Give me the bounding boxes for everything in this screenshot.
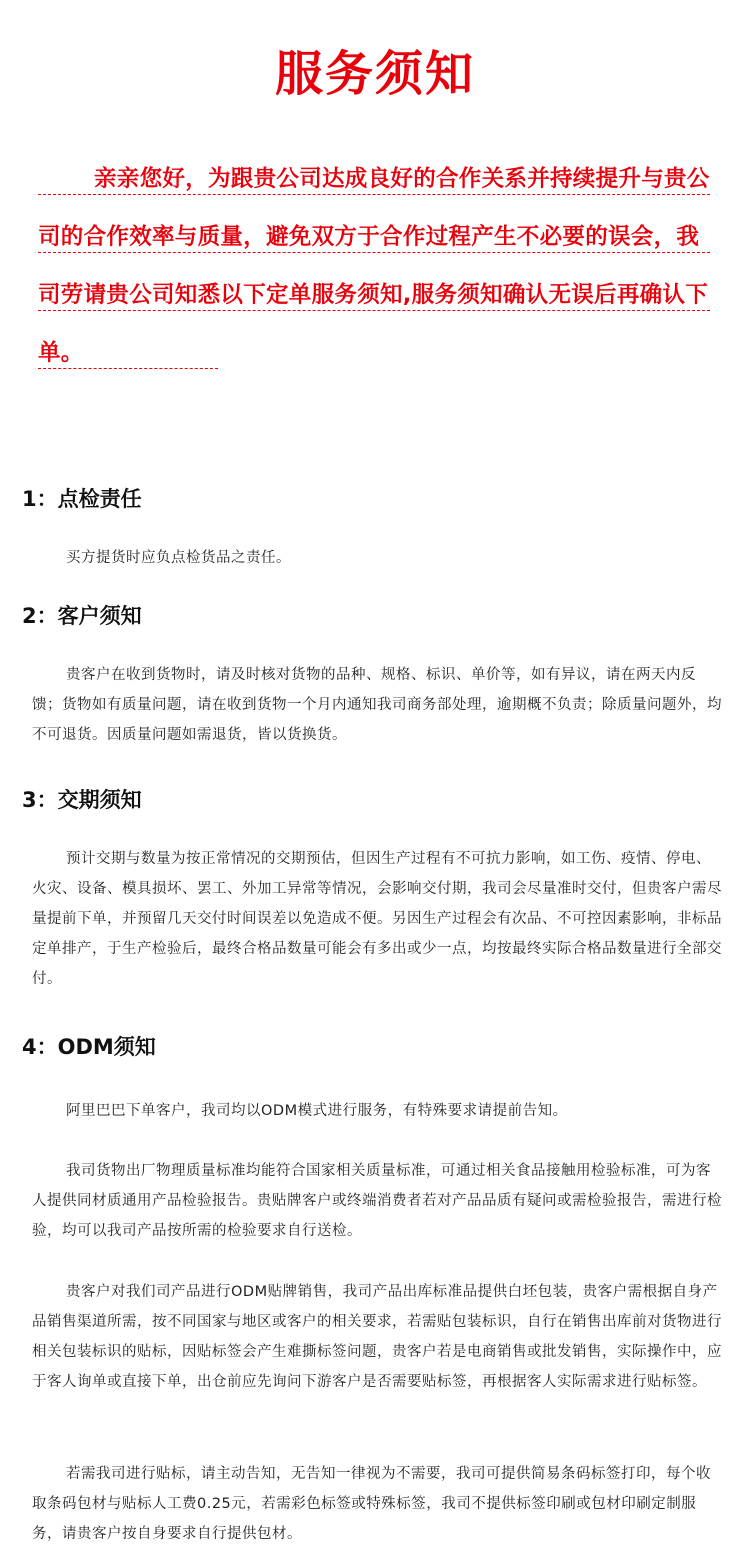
section-paragraph: 阿里巴巴下单客户，我司均以ODM模式进行服务，有特殊要求请提前告知。 <box>66 1103 568 1119</box>
section-heading-customer-notice: 2：客户须知 <box>22 604 142 628</box>
intro-underline-1 <box>38 194 710 195</box>
section-heading-delivery-notice: 3：交期须知 <box>22 788 142 812</box>
section-paragraph: 贵客户对我们司产品进行ODM贴牌销售，我司产品出库标准品提供白坯包装，贵客户需根据自身产品销售渠道所需，按不同国家与地区或客户的相关要求，若需贴包装标识，自行在销售出库前对货物进行相关包装标识的贴标，因贴标签会产生难撕标签问题，贵客户若是电商销售或批发销售，实际操作中，应于客人询单或直接下单，出仓前应先询问下游客户是否需要贴标签，再根据客人实际需求进行贴标签。 <box>32 1284 722 1390</box>
section-paragraph: 买方提货时应负点检货品之责任。 <box>66 550 291 566</box>
intro-underline-3 <box>38 310 710 311</box>
page-title: 服务须知 <box>274 46 475 102</box>
section-heading-inspection: 1：点检责任 <box>22 487 142 511</box>
section-paragraph: 预计交期与数量为按正常情况的交期预估，但因生产过程有不可抗力影响，如工伤、疫情、停电、火灾、设备、模具损坏、罢工、外加工异常等情况，会影响交付期，我司会尽量准时交付，但贵客户需尽量提前下单，并预留几天交付时间误差以免造成不便。另因生产过程会有次品、不可控因素影响，非标品定单排产，于生产检验后，最终合格品数量可能会有多出或少一点，均按最终实际合格品数量进行全部交付。 <box>32 851 722 987</box>
intro-underline-2 <box>38 252 710 253</box>
section-heading-odm-notice: 4：ODM须知 <box>22 1035 156 1059</box>
intro-underline-4 <box>38 368 218 369</box>
intro-paragraph: 亲亲您好，为跟贵公司达成良好的合作关系并持续提升与贵公司的合作效率与质量，避免双方于合作过程产生不必要的误会，我司劳请贵公司知悉以下定单服务须知,服务须知确认无误后再确认下单。 <box>38 166 710 366</box>
section-paragraph: 我司货物出厂物理质量标准均能符合国家相关质量标准，可通过相关食品接触用检验标准，可为客人提供同材质通用产品检验报告。贵贴牌客户或终端消费者若对产品品质有疑问或需检验报告，需进行检验，均可以我司产品按所需的检验要求自行送检。 <box>32 1163 722 1239</box>
section-paragraph: 若需我司进行贴标，请主动告知，无告知一律视为不需要，我司可提供简易条码标签打印，每个收取条码包材与贴标人工费0.25元，若需彩色标签或特殊标签，我司不提供标签印刷或包材印刷定制服务，请贵客户按自身要求自行提供包材。 <box>32 1466 711 1542</box>
section-paragraph: 贵客户在收到货物时，请及时核对货物的品种、规格、标识、单价等，如有异议，请在两天内反馈；货物如有质量问题，请在收到货物一个月内通知我司商务部处理，逾期概不负责；除质量问题外，均不可退货。因质量问题如需退货，皆以货换货。 <box>32 667 722 743</box>
